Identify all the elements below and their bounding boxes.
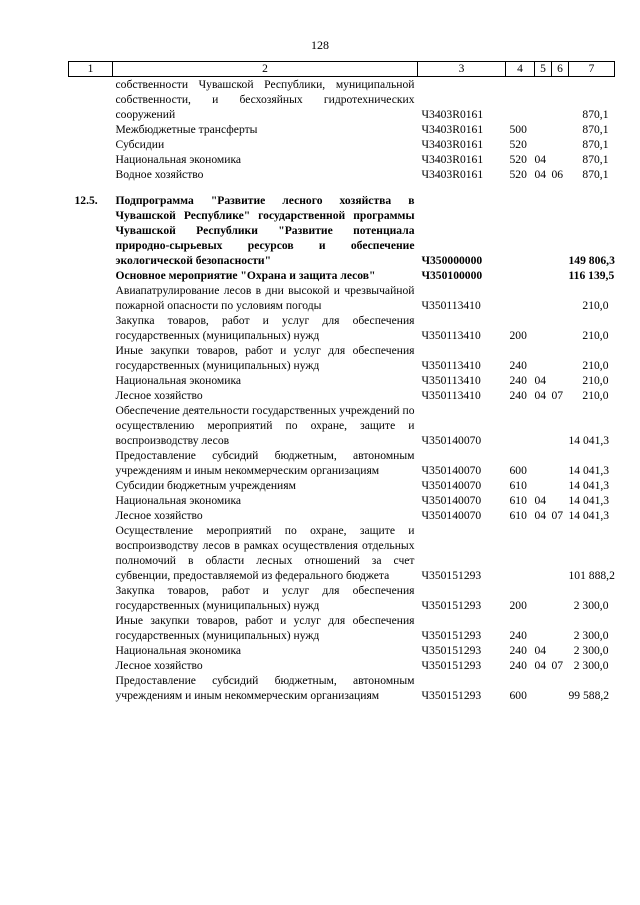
- budget-table: [68, 61, 615, 703]
- spacer-row: [69, 182, 615, 193]
- header-col-4: 4: [506, 62, 535, 77]
- row-amount: 14 041,3: [568, 479, 610, 492]
- row-target-code: Ч350113410: [421, 389, 481, 402]
- row-description: Иные закупки товаров, работ и услуг для обеспечения государственных (муниципальных) нужд: [115, 344, 415, 372]
- row-description: Субсидии бюджетным учреждениям: [115, 479, 296, 492]
- table-row: [69, 478, 615, 493]
- row-amount: 870,1: [582, 138, 609, 151]
- row-number: [69, 613, 113, 643]
- row-number: [69, 77, 113, 123]
- row-number: [69, 137, 113, 152]
- row-target-code: Ч350151293: [421, 569, 482, 582]
- row-section: [535, 523, 552, 583]
- row-amount: 101 888,2: [568, 569, 615, 582]
- row-section: [535, 313, 552, 343]
- table-row: [69, 193, 615, 268]
- row-amount: 210,0: [582, 359, 609, 372]
- row-description: Водное хозяйство: [115, 168, 204, 181]
- row-number: [69, 643, 113, 658]
- row-subsection: [552, 137, 569, 152]
- table-row: [69, 373, 615, 388]
- row-section: [535, 137, 552, 152]
- row-description: Лесное хозяйство: [115, 659, 203, 672]
- row-target-code: Ч350100000: [421, 269, 483, 282]
- row-subsection: [552, 313, 569, 343]
- row-number: [69, 448, 113, 478]
- table-row: [69, 388, 615, 403]
- table-row: [69, 137, 615, 152]
- row-description: Предоставление субсидий бюджетным, автономным учреждениям и иным некоммерческим организациям: [115, 674, 415, 702]
- row-target-code: Ч3403R0161: [421, 138, 484, 151]
- row-description: Предоставление субсидий бюджетным, автономным учреждениям и иным некоммерческим организациям: [115, 449, 415, 477]
- header-col-3: 3: [418, 62, 506, 77]
- row-section: 04: [534, 374, 547, 387]
- table-row: [69, 313, 615, 343]
- row-description: Авиапатрулирование лесов в дни высокой и чрезвычайной пожарной опасности по условиям погоды: [115, 284, 415, 312]
- row-description: Субсидии: [115, 138, 165, 151]
- table-row: [69, 583, 615, 613]
- row-subsection: [552, 152, 569, 167]
- row-subsection: [552, 673, 569, 703]
- row-subsection: [552, 193, 569, 268]
- table-row: [69, 643, 615, 658]
- row-amount: 99 588,2: [568, 689, 610, 702]
- row-amount: 14 041,3: [568, 434, 610, 447]
- row-amount: 2 300,0: [573, 644, 609, 657]
- row-section: 04: [534, 659, 547, 672]
- row-section: [535, 193, 552, 268]
- row-expense-type: 600: [509, 464, 527, 477]
- row-number: [69, 388, 113, 403]
- row-section: [535, 268, 552, 283]
- row-number: [69, 167, 113, 182]
- row-expense-type: [506, 268, 535, 283]
- row-number: [69, 268, 113, 283]
- row-expense-type: 240: [509, 389, 527, 402]
- row-section: [535, 583, 552, 613]
- row-section: [535, 343, 552, 373]
- header-row: [69, 62, 615, 77]
- row-expense-type: 520: [509, 138, 527, 151]
- row-amount: 2 300,0: [573, 599, 609, 612]
- header-col-2: 2: [113, 62, 418, 77]
- header-col-6: 6: [552, 62, 569, 77]
- row-expense-type: 600: [509, 689, 527, 702]
- row-expense-type: [506, 523, 535, 583]
- row-description: Осуществление мероприятий по охране, защите и воспроизводству лесов в рамках осуществления отдельных полномочий в области лесных отношений за счет субвенции, предоставляемой из федерального бюджета: [115, 524, 415, 582]
- row-amount: 2 300,0: [573, 659, 609, 672]
- row-expense-type: 240: [509, 374, 527, 387]
- row-amount: 210,0: [582, 299, 609, 312]
- row-amount: 2 300,0: [573, 629, 609, 642]
- row-description: Основное мероприятие "Охрана и защита лесов": [115, 269, 376, 282]
- row-description: собственности Чувашской Республики, муниципальной собственности, и бесхозяйных гидротехнических сооружений: [115, 78, 415, 121]
- row-target-code: Ч3403R0161: [421, 168, 484, 181]
- row-amount: 210,0: [582, 374, 609, 387]
- row-subsection: [552, 268, 569, 283]
- row-expense-type: 610: [509, 509, 527, 522]
- row-expense-type: 240: [509, 629, 527, 642]
- row-target-code: Ч350140070: [421, 509, 482, 522]
- row-subsection: 07: [551, 659, 564, 672]
- row-section: [535, 478, 552, 493]
- row-section: [535, 77, 552, 123]
- row-expense-type: 520: [509, 168, 527, 181]
- row-target-code: Ч350000000: [421, 254, 483, 267]
- row-amount: 870,1: [582, 108, 609, 121]
- row-description: Лесное хозяйство: [115, 509, 203, 522]
- row-section: 04: [534, 153, 547, 166]
- table-row: [69, 523, 615, 583]
- row-expense-type: 500: [509, 123, 527, 136]
- row-description: Иные закупки товаров, работ и услуг для обеспечения государственных (муниципальных) нужд: [115, 614, 415, 642]
- row-subsection: [552, 283, 569, 313]
- row-target-code: Ч3403R0161: [421, 123, 484, 136]
- table-row: [69, 343, 615, 373]
- row-expense-type: [506, 77, 535, 123]
- header-col-1: 1: [69, 62, 113, 77]
- header-col-7: 7: [569, 62, 615, 77]
- row-target-code: Ч350113410: [421, 374, 481, 387]
- row-target-code: Ч350151293: [421, 644, 482, 657]
- row-subsection: [552, 403, 569, 448]
- row-target-code: Ч350113410: [421, 359, 481, 372]
- row-section: [535, 283, 552, 313]
- row-number: [69, 493, 113, 508]
- row-subsection: [552, 613, 569, 643]
- row-number: [69, 283, 113, 313]
- row-target-code: Ч350140070: [421, 479, 482, 492]
- row-subsection: [552, 643, 569, 658]
- row-expense-type: 610: [509, 479, 527, 492]
- row-section: [535, 673, 552, 703]
- row-section: [535, 448, 552, 478]
- row-description: Закупка товаров, работ и услуг для обеспечения государственных (муниципальных) нужд: [115, 314, 415, 342]
- row-target-code: Ч350151293: [421, 689, 482, 702]
- row-number: [69, 373, 113, 388]
- row-section: [535, 403, 552, 448]
- row-subsection: [552, 343, 569, 373]
- header-col-5: 5: [535, 62, 552, 77]
- row-section: 04: [534, 168, 547, 181]
- row-target-code: Ч350113410: [421, 329, 481, 342]
- row-number: 12.5.: [74, 194, 98, 207]
- table-row: [69, 448, 615, 478]
- row-number: [69, 152, 113, 167]
- row-description: Национальная экономика: [115, 494, 242, 507]
- row-description: Лесное хозяйство: [115, 389, 203, 402]
- row-amount: 116 139,5: [568, 269, 615, 282]
- spacer-cell: [69, 182, 615, 193]
- row-description: Национальная экономика: [115, 644, 242, 657]
- row-expense-type: 200: [509, 329, 527, 342]
- row-description: Обеспечение деятельности государственных учреждений по осуществлению мероприятий по охране, защите и воспроизводству лесов: [115, 404, 415, 447]
- row-amount: 149 806,3: [568, 254, 615, 267]
- row-expense-type: 200: [509, 599, 527, 612]
- row-number: [69, 523, 113, 583]
- row-description: Национальная экономика: [115, 153, 242, 166]
- row-amount: 870,1: [582, 153, 609, 166]
- row-amount: 210,0: [582, 389, 609, 402]
- row-number: [69, 673, 113, 703]
- row-target-code: Ч350151293: [421, 629, 482, 642]
- row-target-code: Ч350140070: [421, 494, 482, 507]
- row-target-code: Ч350140070: [421, 464, 482, 477]
- row-number: [69, 122, 113, 137]
- row-subsection: 07: [551, 509, 564, 522]
- row-number: [69, 583, 113, 613]
- row-amount: 14 041,3: [568, 494, 610, 507]
- row-target-code: Ч3403R0161: [421, 153, 484, 166]
- row-section: 04: [534, 509, 547, 522]
- row-section: 04: [534, 494, 547, 507]
- row-target-code: Ч3403R0161: [421, 108, 484, 121]
- row-section: [535, 613, 552, 643]
- row-amount: 870,1: [582, 168, 609, 181]
- row-number: [69, 478, 113, 493]
- row-section: [535, 122, 552, 137]
- table-row: [69, 508, 615, 523]
- table-row: [69, 493, 615, 508]
- row-expense-type: 240: [509, 359, 527, 372]
- row-number: [69, 658, 113, 673]
- row-expense-type: [506, 283, 535, 313]
- row-section: 04: [534, 644, 547, 657]
- row-expense-type: [506, 193, 535, 268]
- row-number: [69, 343, 113, 373]
- row-target-code: Ч350113410: [421, 299, 481, 312]
- row-amount: 14 041,3: [568, 464, 610, 477]
- row-amount: 870,1: [582, 123, 609, 136]
- row-amount: 14 041,3: [568, 509, 610, 522]
- row-target-code: Ч350140070: [421, 434, 482, 447]
- row-amount: 210,0: [582, 329, 609, 342]
- row-target-code: Ч350151293: [421, 599, 482, 612]
- row-expense-type: 240: [509, 644, 527, 657]
- row-expense-type: 240: [509, 659, 527, 672]
- page-number: 128: [311, 38, 329, 52]
- row-subsection: [552, 122, 569, 137]
- row-subsection: [552, 523, 569, 583]
- table-row: [69, 658, 615, 673]
- row-number: [69, 508, 113, 523]
- row-section: 04: [534, 389, 547, 402]
- row-expense-type: 610: [509, 494, 527, 507]
- table-row: [69, 77, 615, 123]
- table-row: [69, 167, 615, 182]
- row-subsection: [552, 478, 569, 493]
- row-description: Межбюджетные трансферты: [115, 123, 258, 136]
- row-number: [69, 403, 113, 448]
- row-number: [69, 313, 113, 343]
- row-expense-type: 520: [509, 153, 527, 166]
- row-description: Закупка товаров, работ и услуг для обеспечения государственных (муниципальных) нужд: [115, 584, 415, 612]
- table-row: [69, 122, 615, 137]
- row-description: Национальная экономика: [115, 374, 242, 387]
- row-subsection: 07: [551, 389, 564, 402]
- table-row: [69, 268, 615, 283]
- row-subsection: [552, 373, 569, 388]
- table-row: [69, 152, 615, 167]
- row-expense-type: [506, 403, 535, 448]
- table-body: [69, 77, 615, 704]
- table-row: [69, 283, 615, 313]
- row-subsection: 06: [551, 168, 564, 181]
- table-row: [69, 613, 615, 643]
- row-subsection: [552, 583, 569, 613]
- row-target-code: Ч350151293: [421, 659, 482, 672]
- row-subsection: [552, 448, 569, 478]
- row-subsection: [552, 77, 569, 123]
- row-description: Подпрограмма "Развитие лесного хозяйства в Чувашской Республике" государственной программы Чувашской Республики "Развитие потенциала природно-сырьевых ресурсов и обеспечение экологической безопасности": [115, 194, 415, 267]
- table-row: [69, 673, 615, 703]
- table-row: [69, 403, 615, 448]
- row-subsection: [552, 493, 569, 508]
